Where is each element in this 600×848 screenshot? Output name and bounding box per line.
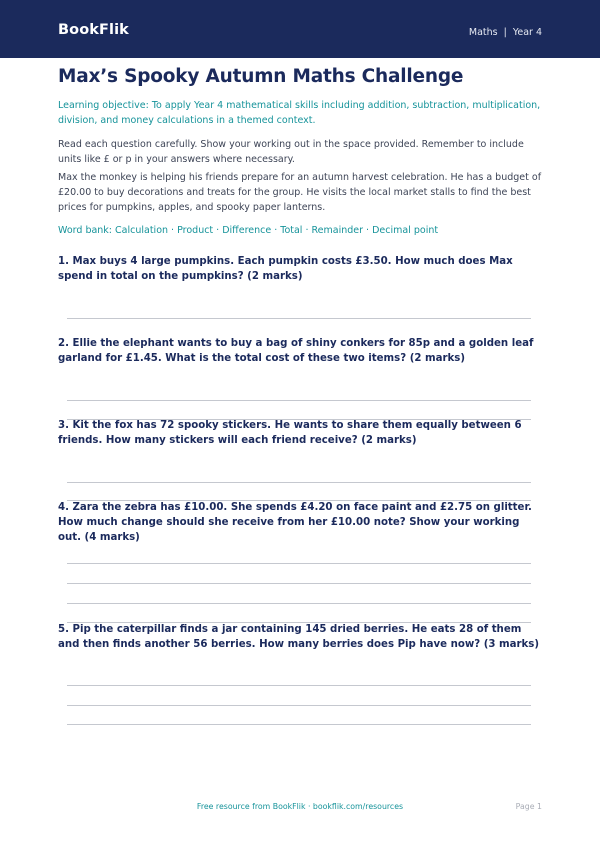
learning-objective: Learning objective: To apply Year 4 mathematical skills including addition, subtraction, multiplication, division, and money calculations in a themed context. bbox=[58, 100, 541, 126]
question-1: 1. Max buys 4 large pumpkins. Each pumpkin costs £3.50. How much does Max spend in total on the pumpkins? (2 marks) bbox=[58, 256, 513, 282]
answer-line[interactable] bbox=[67, 603, 531, 604]
answer-line[interactable] bbox=[67, 724, 531, 725]
question-4: 4. Zara the zebra has £10.00. She spends £4.20 on face paint and £2.75 on glitter. How much change should she receive from her £10.00 note? Show your working out. (4 marks) bbox=[58, 502, 532, 543]
question-2: 2. Ellie the elephant wants to buy a bag of shiny conkers for 85p and a golden leaf garland for £1.45. What is the total cost of these two items? (2 marks) bbox=[58, 338, 534, 364]
story-text: Max the monkey is helping his friends prepare for an autumn harvest celebration. He has a budget of £20.00 to buy decorations and treats for the group. He visits the local market stalls to find the best prices for pumpkins, apples, and spooky paper lanterns. bbox=[58, 172, 542, 213]
year-label: Year 4 bbox=[512, 27, 542, 38]
footer-credit[interactable]: Free resource from BookFlik · bookflik.com/resources bbox=[196, 802, 404, 811]
answer-line[interactable] bbox=[67, 400, 531, 401]
word-bank: Word bank: Calculation · Product · Difference · Total · Remainder · Decimal point bbox=[58, 225, 439, 236]
question-3: 3. Kit the fox has 72 spooky stickers. He wants to share them equally between 6 friends. How many stickers will each friend receive? (2 marks) bbox=[58, 420, 522, 446]
subject-label: Maths bbox=[468, 27, 498, 38]
answer-line[interactable] bbox=[67, 583, 531, 584]
instructions-text: Read each question carefully. Show your working out in the space provided. Remember to include units like £ or p in your answers where necessary. bbox=[58, 139, 524, 165]
header-meta bbox=[469, 27, 542, 38]
brand-logo[interactable]: BookFlik bbox=[58, 22, 129, 38]
answer-line[interactable] bbox=[67, 563, 531, 564]
answer-line[interactable] bbox=[67, 482, 531, 483]
page-title: Max’s Spooky Autumn Maths Challenge bbox=[58, 66, 464, 87]
answer-line[interactable] bbox=[67, 685, 531, 686]
answer-line[interactable] bbox=[67, 318, 531, 319]
header-separator: | bbox=[503, 27, 507, 38]
answer-line[interactable] bbox=[67, 705, 531, 706]
question-5: 5. Pip the caterpillar finds a jar containing 145 dried berries. He eats 28 of them and then finds another 56 berries. How many berries does Pip have now? (3 marks) bbox=[58, 624, 540, 650]
page-header bbox=[0, 0, 600, 58]
page-number: Page 1 bbox=[515, 802, 542, 811]
